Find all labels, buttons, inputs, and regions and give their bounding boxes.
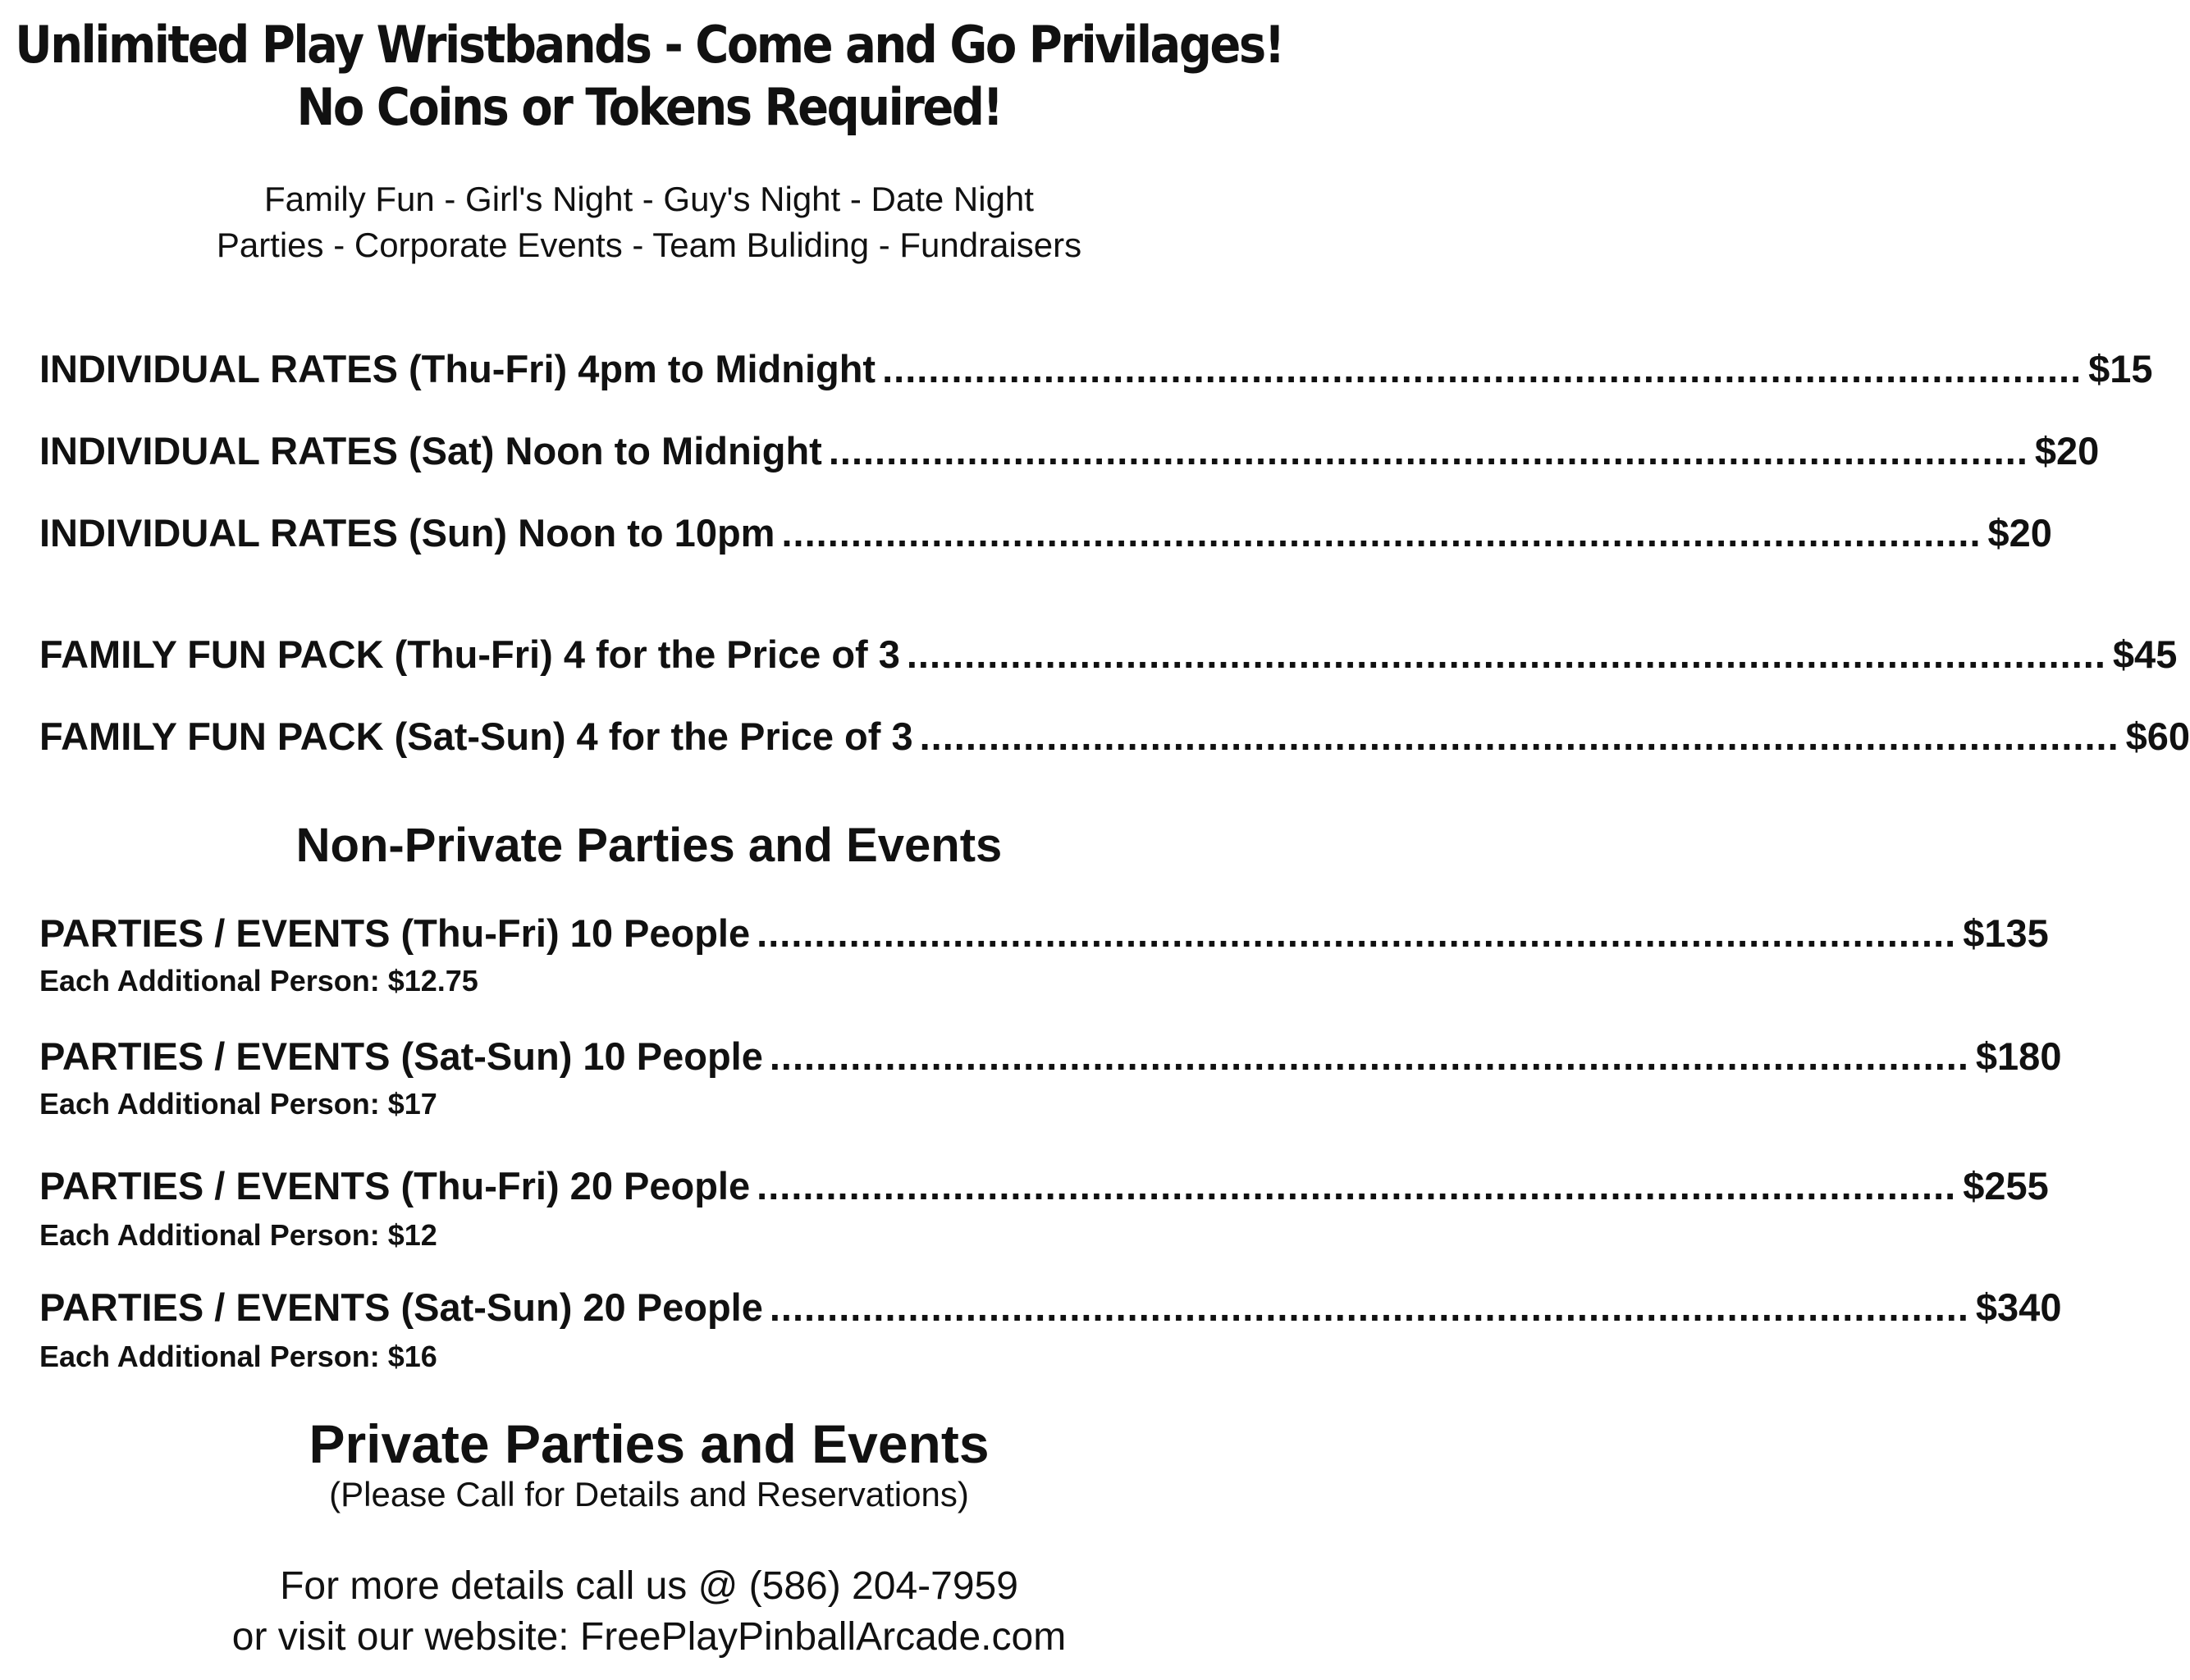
price-row-label: PARTIES / EVENTS (Sat-Sun) 20 People bbox=[39, 1285, 763, 1329]
private-parties-note: (Please Call for Details and Reservations) bbox=[329, 1475, 969, 1513]
tagline-occasions: Family Fun - Girl's Night - Guy's Night - Date Night bbox=[264, 180, 1034, 218]
price-row-family-thu-fri bbox=[39, 628, 2178, 678]
price-row-label: INDIVIDUAL RATES (Sat) Noon to Midnight bbox=[39, 429, 822, 472]
price-value: $60 bbox=[2125, 714, 2190, 758]
dot-leader: ........................................................................................................ bbox=[757, 1164, 1957, 1208]
price-row-label: PARTIES / EVENTS (Thu-Fri) 10 People bbox=[39, 911, 751, 955]
price-row-label: INDIVIDUAL RATES (Thu-Fri) 4pm to Midnight bbox=[39, 347, 876, 390]
price-row-label: PARTIES / EVENTS (Sat-Sun) 10 People bbox=[39, 1034, 763, 1078]
headline-wristbands: Unlimited Play Wristbands - Come and Go Privilages! bbox=[15, 16, 1283, 75]
price-value: $15 bbox=[2088, 347, 2153, 390]
price-row-individual-thu-fri bbox=[39, 343, 2153, 392]
price-value: $45 bbox=[2112, 632, 2178, 676]
additional-person-price: Each Additional Person: $12.75 bbox=[39, 964, 478, 998]
price-row-party-sat-sun-20 bbox=[39, 1281, 2062, 1331]
price-value: $255 bbox=[1963, 1164, 2049, 1208]
price-row-party-thu-fri-20 bbox=[39, 1160, 2049, 1209]
dot-leader: ........................................................................................................ bbox=[906, 632, 2106, 676]
price-row-label: PARTIES / EVENTS (Thu-Fri) 20 People bbox=[39, 1164, 751, 1208]
price-row-label: INDIVIDUAL RATES (Sun) Noon to 10pm bbox=[39, 511, 775, 555]
dot-leader: ........................................................................................................ bbox=[882, 347, 2083, 390]
section-title-non-private: Non-Private Parties and Events bbox=[295, 819, 1003, 872]
additional-person-price: Each Additional Person: $17 bbox=[39, 1087, 437, 1121]
price-value: $135 bbox=[1963, 911, 2049, 955]
price-value: $20 bbox=[2034, 429, 2100, 472]
price-row-party-sat-sun-10 bbox=[39, 1030, 2062, 1080]
price-row-label: FAMILY FUN PACK (Sat-Sun) 4 for the Price of 3 bbox=[39, 714, 913, 758]
contact-phone: For more details call us @ (586) 204-7959 bbox=[280, 1564, 1018, 1608]
price-value: $20 bbox=[1987, 511, 2052, 555]
section-title-private: Private Parties and Events bbox=[309, 1413, 990, 1474]
headline-no-coins: No Coins or Tokens Required! bbox=[296, 78, 1002, 138]
contact-website[interactable]: or visit our website: FreePlayPinballArcade.com bbox=[231, 1615, 1067, 1659]
dot-leader: ........................................................................................................ bbox=[781, 511, 1982, 555]
dot-leader: ........................................................................................................ bbox=[757, 911, 1957, 955]
price-value: $340 bbox=[1975, 1285, 2062, 1329]
additional-person-price: Each Additional Person: $12 bbox=[39, 1218, 437, 1252]
dot-leader: ........................................................................................................ bbox=[919, 714, 2119, 758]
price-row-individual-sat bbox=[39, 425, 2100, 474]
price-row-family-sat-sun bbox=[39, 710, 2190, 760]
price-row-party-thu-fri-10 bbox=[39, 907, 2049, 956]
price-value: $180 bbox=[1975, 1034, 2062, 1078]
dot-leader: ........................................................................................................ bbox=[828, 429, 2028, 472]
additional-person-price: Each Additional Person: $16 bbox=[39, 1340, 437, 1373]
dot-leader: ........................................................................................................ bbox=[769, 1285, 1969, 1329]
tagline-events: Parties - Corporate Events - Team Buliding - Fundraisers bbox=[216, 226, 1082, 264]
dot-leader: ........................................................................................................ bbox=[769, 1034, 1969, 1078]
price-row-individual-sun bbox=[39, 507, 2052, 556]
price-row-label: FAMILY FUN PACK (Thu-Fri) 4 for the Price of 3 bbox=[39, 632, 900, 676]
